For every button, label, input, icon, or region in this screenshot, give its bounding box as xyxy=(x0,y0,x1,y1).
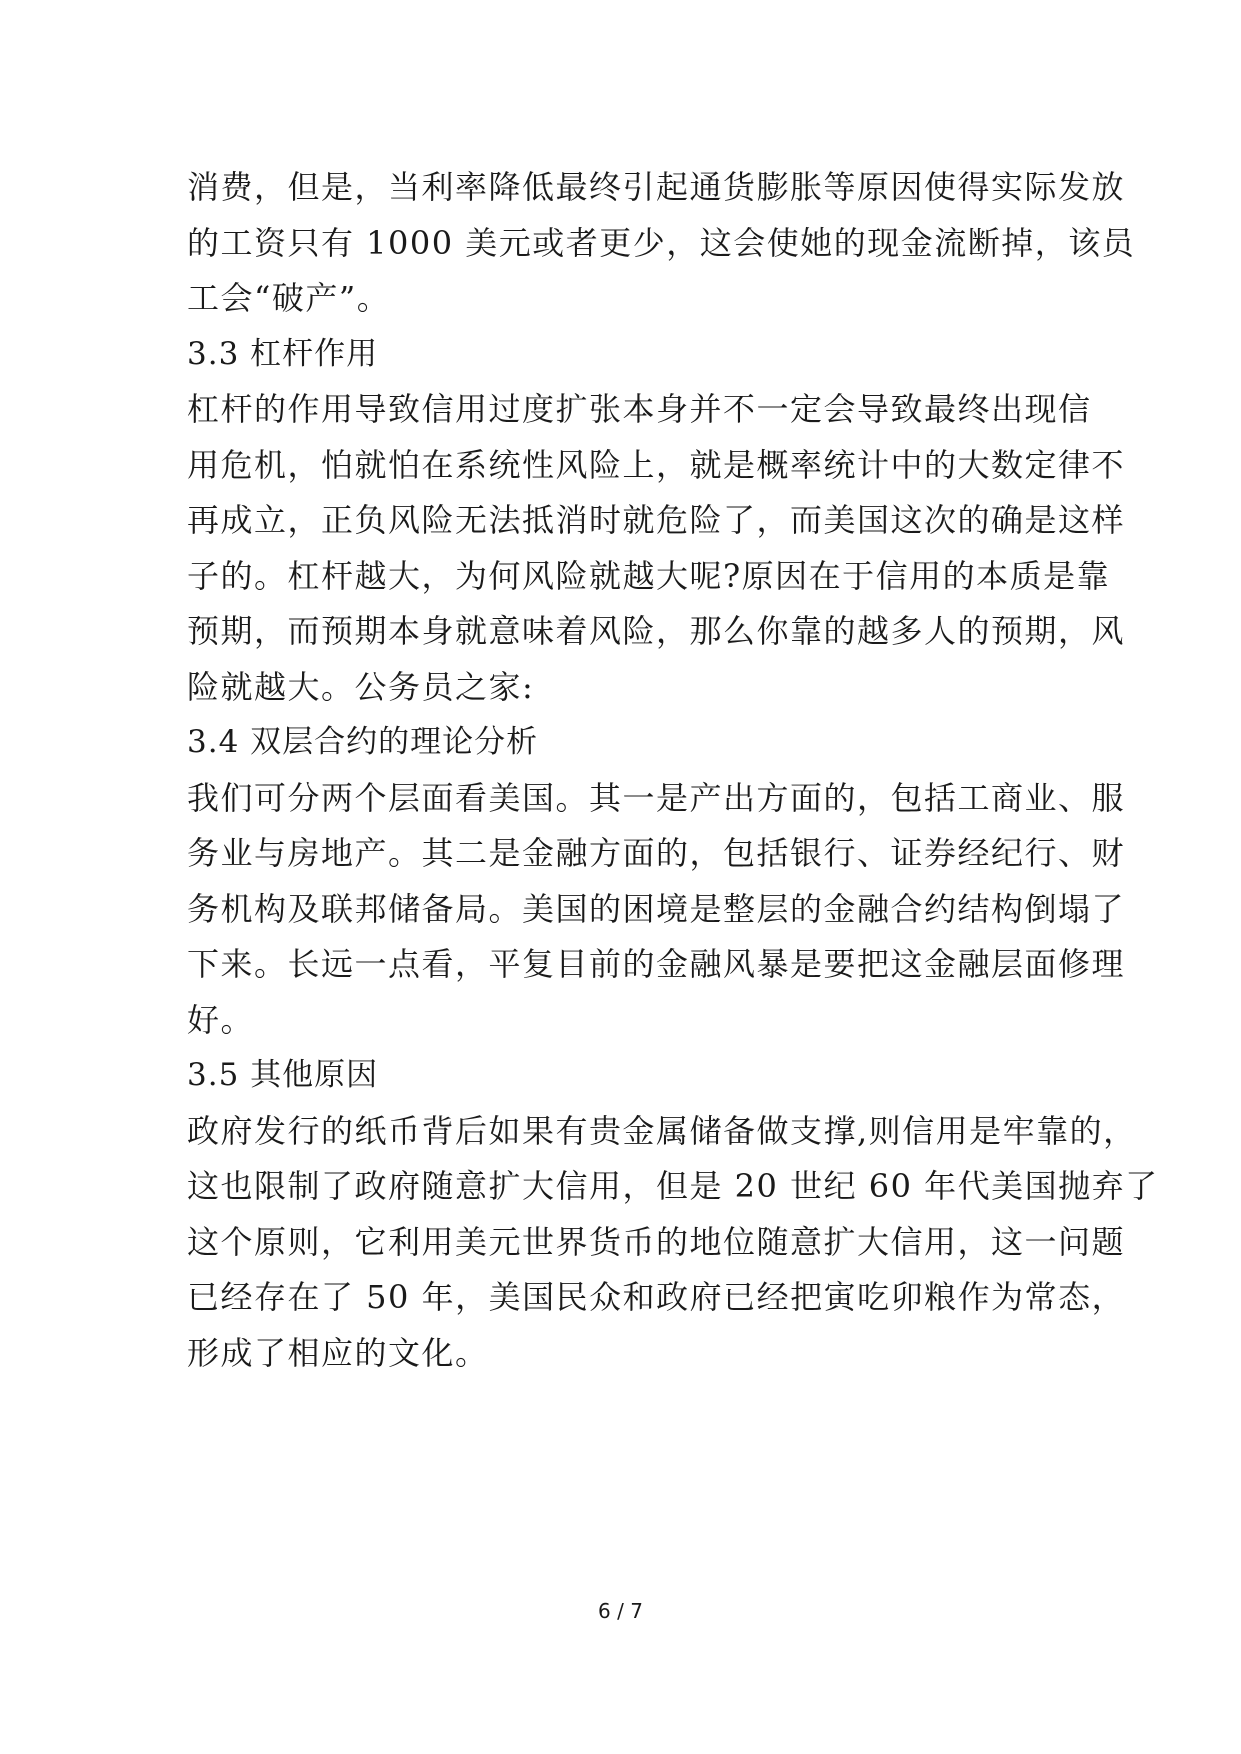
section-heading: 3.4 双层合约的理论分析 xyxy=(187,724,539,760)
page-number: 6 / 7 xyxy=(598,1599,643,1623)
paragraph-line: 这个原则，它利用美元世界货币的地位随意扩大信用，这一问题 xyxy=(187,1222,1126,1261)
section-heading: 3.5 其他原因 xyxy=(187,1057,379,1093)
paragraph-line: 杠杆的作用导致信用过度扩张本身并不一定会导致最终出现信 xyxy=(187,390,1092,428)
paragraph-line: 我们可分两个层面看美国。其一是产出方面的，包括工商业、服 xyxy=(187,778,1126,817)
document-body xyxy=(187,160,1159,1381)
paragraph-line: 政府发行的纸币背后如果有贵金属储备做支撑,则信用是牢靠的， xyxy=(187,1111,1137,1150)
paragraph-line: 消费，但是，当利率降低最终引起通货膨胀等原因使得实际发放 xyxy=(187,168,1126,206)
paragraph-line: 再成立，正负风险无法抵消时就危险了，而美国这次的确是这样 xyxy=(187,501,1126,539)
paragraph-line: 工会“破产”。 xyxy=(187,279,391,317)
section-heading: 3.3 杠杆作用 xyxy=(187,335,379,372)
paragraph-line: 已经存在了 50 年，美国民众和政府已经把寅吃卯粮作为常态， xyxy=(187,1278,1126,1316)
paragraph-line: 下来。长远一点看，平复目前的金融风暴是要把这金融层面修理 xyxy=(187,945,1126,983)
paragraph-line: 险就越大。公务员之家: xyxy=(187,667,535,706)
paragraph-line: 务业与房地产。其二是金融方面的，包括银行、证券经纪行、财 xyxy=(187,834,1126,872)
paragraph-line: 这也限制了政府随意扩大信用，但是 20 世纪 60 年代美国抛弃了 xyxy=(187,1167,1159,1205)
paragraph-line: 的工资只有 1000 美元或者更少，这会使她的现金流断掉，该员 xyxy=(187,223,1136,262)
paragraph-line: 子的。杠杆越大，为何风险就越大呢?原因在于信用的本质是靠 xyxy=(187,556,1111,595)
paragraph-line: 形成了相应的文化。 xyxy=(187,1333,489,1372)
paragraph-line: 好。 xyxy=(187,1000,255,1039)
paragraph-line: 用危机，怕就怕在系统性风险上，就是概率统计中的大数定律不 xyxy=(187,445,1126,484)
paragraph-line: 预期，而预期本身就意味着风险，那么你靠的越多人的预期，风 xyxy=(187,612,1126,650)
paragraph-line: 务机构及联邦储备局。美国的困境是整层的金融合约结构倒塌了 xyxy=(187,889,1126,928)
